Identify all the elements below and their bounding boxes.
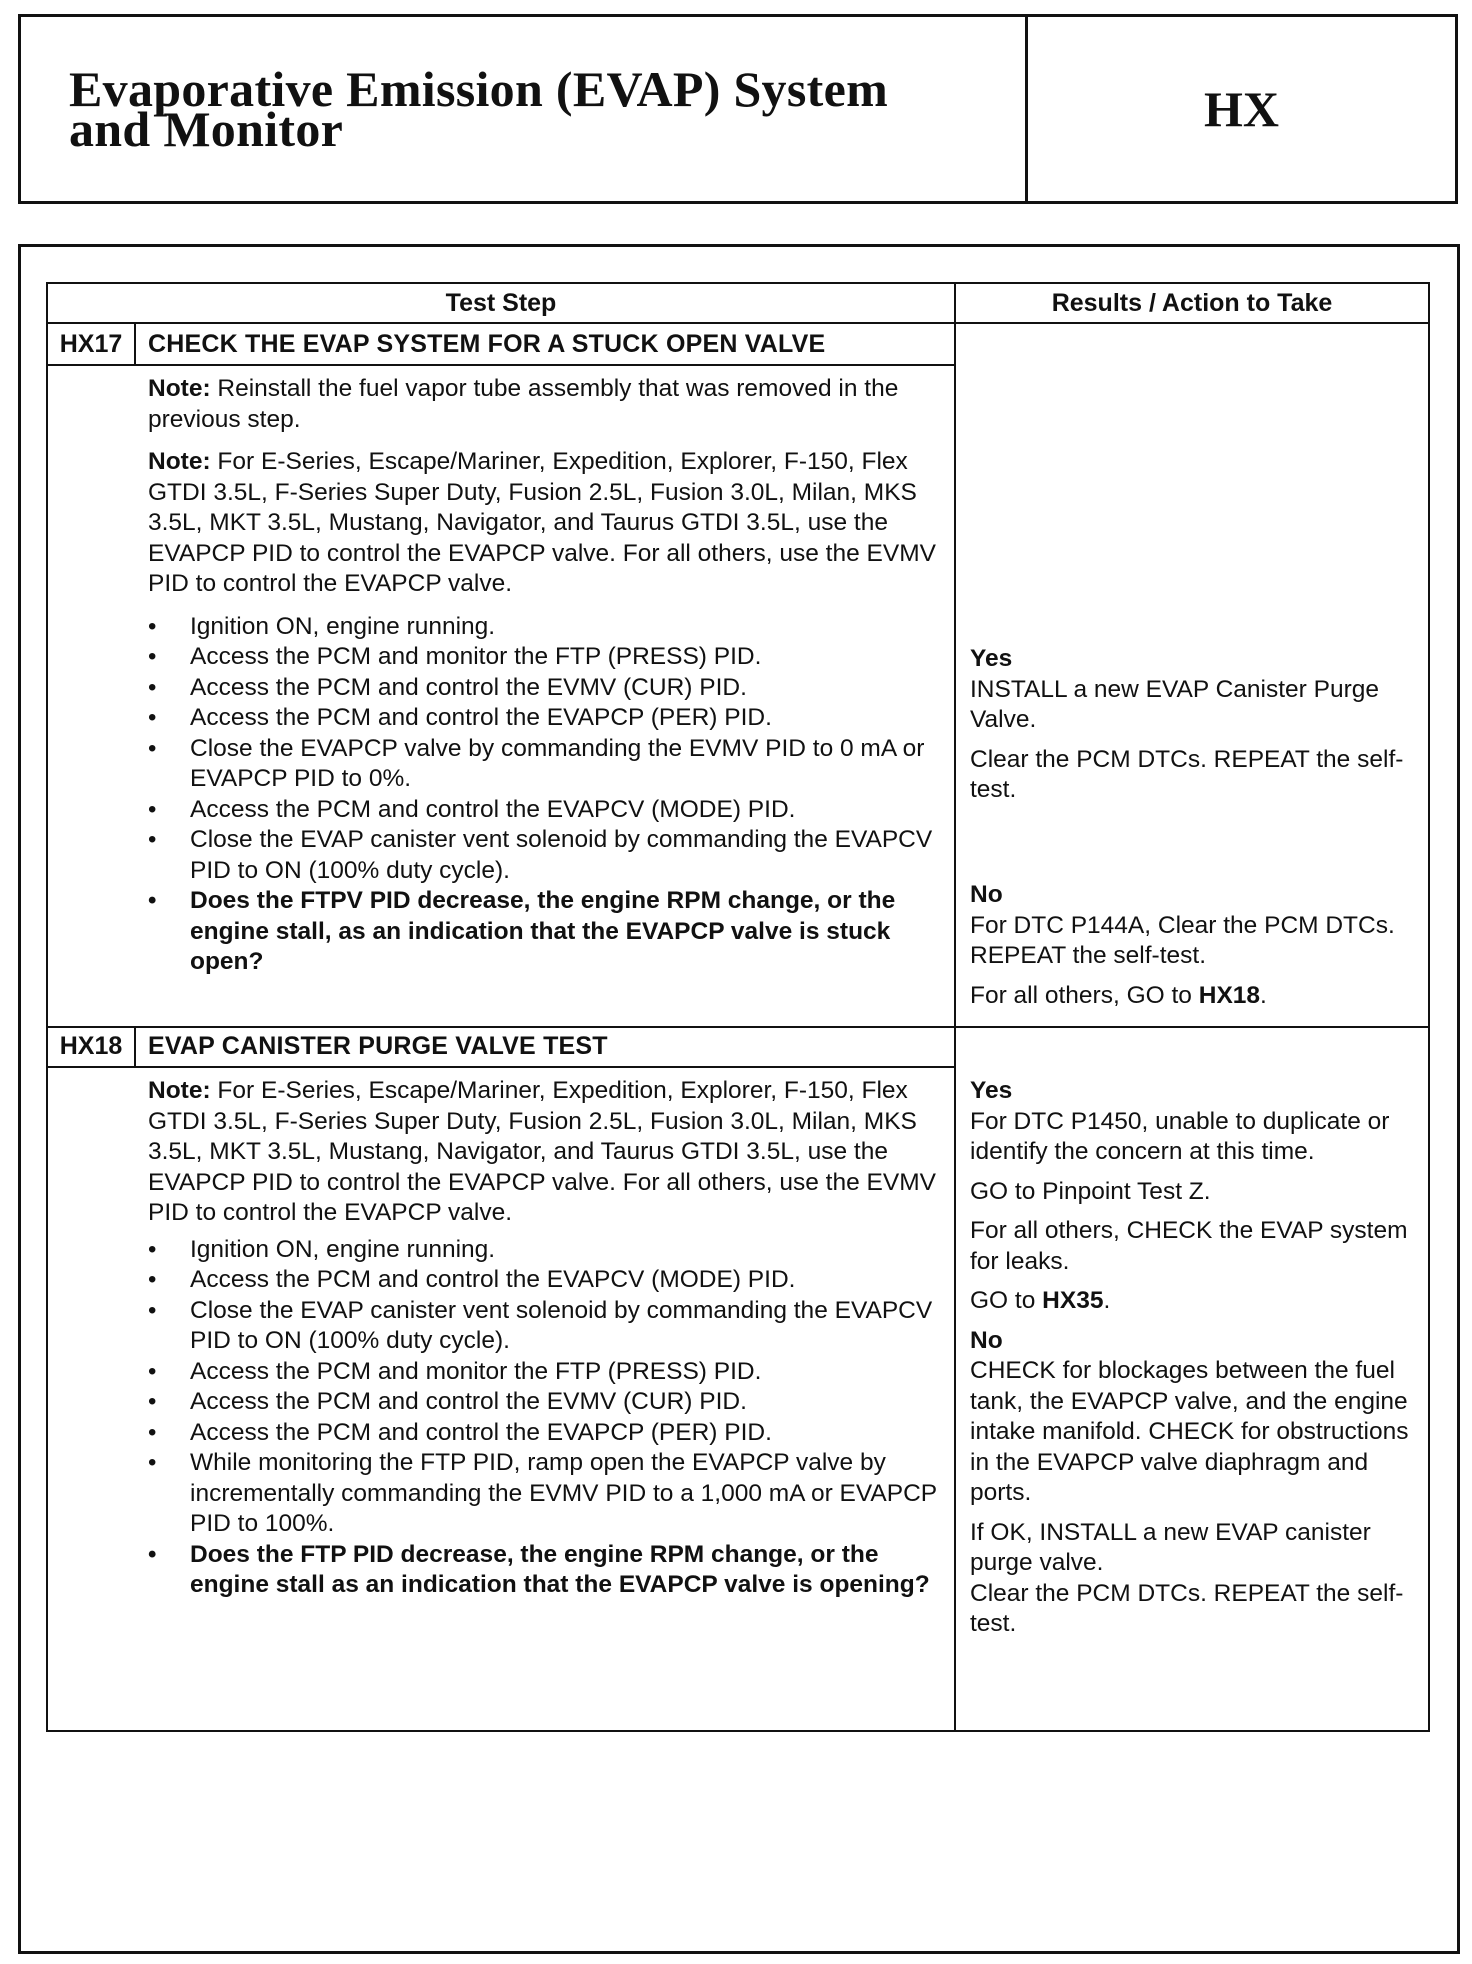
result-text-part: GO to [970, 1287, 1043, 1314]
step-reference: HX35 [1042, 1287, 1104, 1314]
no-label: No [970, 1326, 1003, 1354]
result-text: INSTALL a new EVAP Canister Purge Valve. [970, 675, 1379, 733]
section-code: HX [1204, 81, 1279, 137]
list-item: • Access the PCM and control the EVAPCV (MODE) PID. [148, 1265, 948, 1296]
results-hx18 [970, 1076, 1418, 1649]
step-reference: HX18 [1198, 981, 1261, 1009]
procedure-list-hx17 [148, 612, 948, 978]
procedure-list-hx18 [148, 1235, 948, 1601]
question-hx17: • Does the FTPV PID decrease, the engine RPM change, or the engine stall, as an indication that the EVAPCP valve is stuck open? [148, 886, 948, 978]
list-item: • Ignition ON, engine running. [148, 1235, 948, 1266]
step-title-hx18: EVAP CANISTER PURGE VALVE TEST [148, 1031, 608, 1060]
step-id-hx17: HX17 [48, 324, 136, 364]
results-no-hx17 [970, 880, 1418, 1020]
result-text: Clear the PCM DTCs. REPEAT the self-test. [970, 1579, 1404, 1637]
list-item: • Close the EVAPCP valve by commanding the EVMV PID to 0 mA or EVAPCP PID to 0%. [148, 734, 948, 795]
result-text: For DTC P144A, Clear the PCM DTCs. REPEAT the self-test. [970, 911, 1395, 969]
yes-label: Yes [970, 645, 1013, 672]
note-label: Note: [148, 448, 211, 475]
list-item: • Access the PCM and control the EVAPCP (PER) PID. [148, 1418, 948, 1449]
result-text: If OK, INSTALL a new EVAP canister purge valve. [970, 1518, 1371, 1576]
page-title [69, 61, 889, 157]
results-yes-hx17 [970, 644, 1418, 815]
result-text [970, 981, 1418, 1012]
result-text-part: For all others, GO to [970, 981, 1199, 1009]
title-line-2: and Monitor [69, 101, 344, 157]
page-header [18, 14, 1458, 204]
list-item: • While monitoring the FTP PID, ramp open the EVAPCP valve by incrementally commanding the EVMV PID to a 1,000 mA or EVAPCP PID to 100%. [148, 1448, 948, 1540]
result-text: CHECK for blockages between the fuel tank, the EVAPCP valve, and the engine intake manifold. CHECK for obstructions in the EVAPCP valve diaphragm and ports. [970, 1357, 1409, 1506]
note-text: For E-Series, Escape/Mariner, Expedition, Explorer, F-150, Flex GTDI 3.5L, F-Series Super Duty, Fusion 2.5L, Fusion 3.0L, Milan, MKS 3.5L, MKT 3.5L, Mustang, Navigator, and Taurus GTDI 3.5L, use the EVAPCP PID to control the EVAPCP valve. For all others, use the EVMV PID to control the EVAPCP valve. [148, 448, 936, 597]
step-id-hx18: HX18 [48, 1026, 136, 1066]
list-item: • Access the PCM and control the EVMV (CUR) PID. [148, 673, 948, 704]
step-body-hx18 [148, 1076, 948, 1601]
list-item: • Access the PCM and monitor the FTP (PRESS) PID. [148, 1357, 948, 1388]
note-label: Note: [148, 375, 211, 402]
step-title-hx17: CHECK THE EVAP SYSTEM FOR A STUCK OPEN VALVE [148, 329, 826, 358]
yes-label: Yes [970, 1077, 1013, 1104]
note-hx18 [148, 1076, 948, 1229]
result-text: For DTC P1450, unable to duplicate or identify the concern at this time. [970, 1107, 1390, 1165]
list-item: • Access the PCM and control the EVAPCV (MODE) PID. [148, 795, 948, 826]
list-item: • Access the PCM and control the EVAPCP (PER) PID. [148, 703, 948, 734]
list-item: • Close the EVAP canister vent solenoid by commanding the EVAPCV PID to ON (100% duty cycle). [148, 1296, 948, 1357]
list-item: • Close the EVAP canister vent solenoid by commanding the EVAPCV PID to ON (100% duty cycle). [148, 825, 948, 886]
note-label: Note: [148, 1077, 211, 1104]
note-text: For E-Series, Escape/Mariner, Expedition, Explorer, F-150, Flex GTDI 3.5L, F-Series Super Duty, Fusion 2.5L, Fusion 3.0L, Milan, MKS 3.5L, MKT 3.5L, Mustang, Navigator, and Taurus GTDI 3.5L, use the EVAPCP PID to control the EVAPCP valve. For all others, use the EVMV PID to control the EVAPCP valve. [148, 1077, 936, 1226]
step-body-hx17 [148, 374, 948, 978]
step-header-hx18 [48, 1026, 956, 1068]
test-step-table [46, 282, 1430, 1732]
column-header-results: Results / Action to Take [1051, 288, 1333, 317]
note-hx17-2 [148, 447, 948, 600]
question-hx18: • Does the FTP PID decrease, the engine RPM change, or the engine stall as an indication that the EVAPCP valve is opening? [148, 1540, 948, 1601]
no-label: No [970, 881, 1003, 908]
note-hx17-1 [148, 374, 948, 435]
punctuation: . [1260, 981, 1267, 1009]
list-item: • Access the PCM and monitor the FTP (PRESS) PID. [148, 642, 948, 673]
punctuation: . [1103, 1287, 1111, 1314]
result-text: GO to Pinpoint Test Z. [970, 1177, 1211, 1205]
note-text: Reinstall the fuel vapor tube assembly that was removed in the previous step. [148, 375, 899, 433]
list-item: • Ignition ON, engine running. [148, 612, 948, 643]
title-line-1: Evaporative Emission (EVAP) System [69, 61, 889, 117]
result-text: Clear the PCM DTCs. REPEAT the self-test. [970, 745, 1404, 803]
column-header-test-step: Test Step [48, 284, 956, 322]
header-title-box [21, 17, 1028, 201]
table-header [48, 284, 1428, 324]
result-text: For all others, CHECK the EVAP system for leaks. [970, 1217, 1408, 1275]
list-item: • Access the PCM and control the EVMV (CUR) PID. [148, 1387, 948, 1418]
step-header-hx17 [48, 324, 956, 366]
result-text [970, 1286, 1418, 1317]
